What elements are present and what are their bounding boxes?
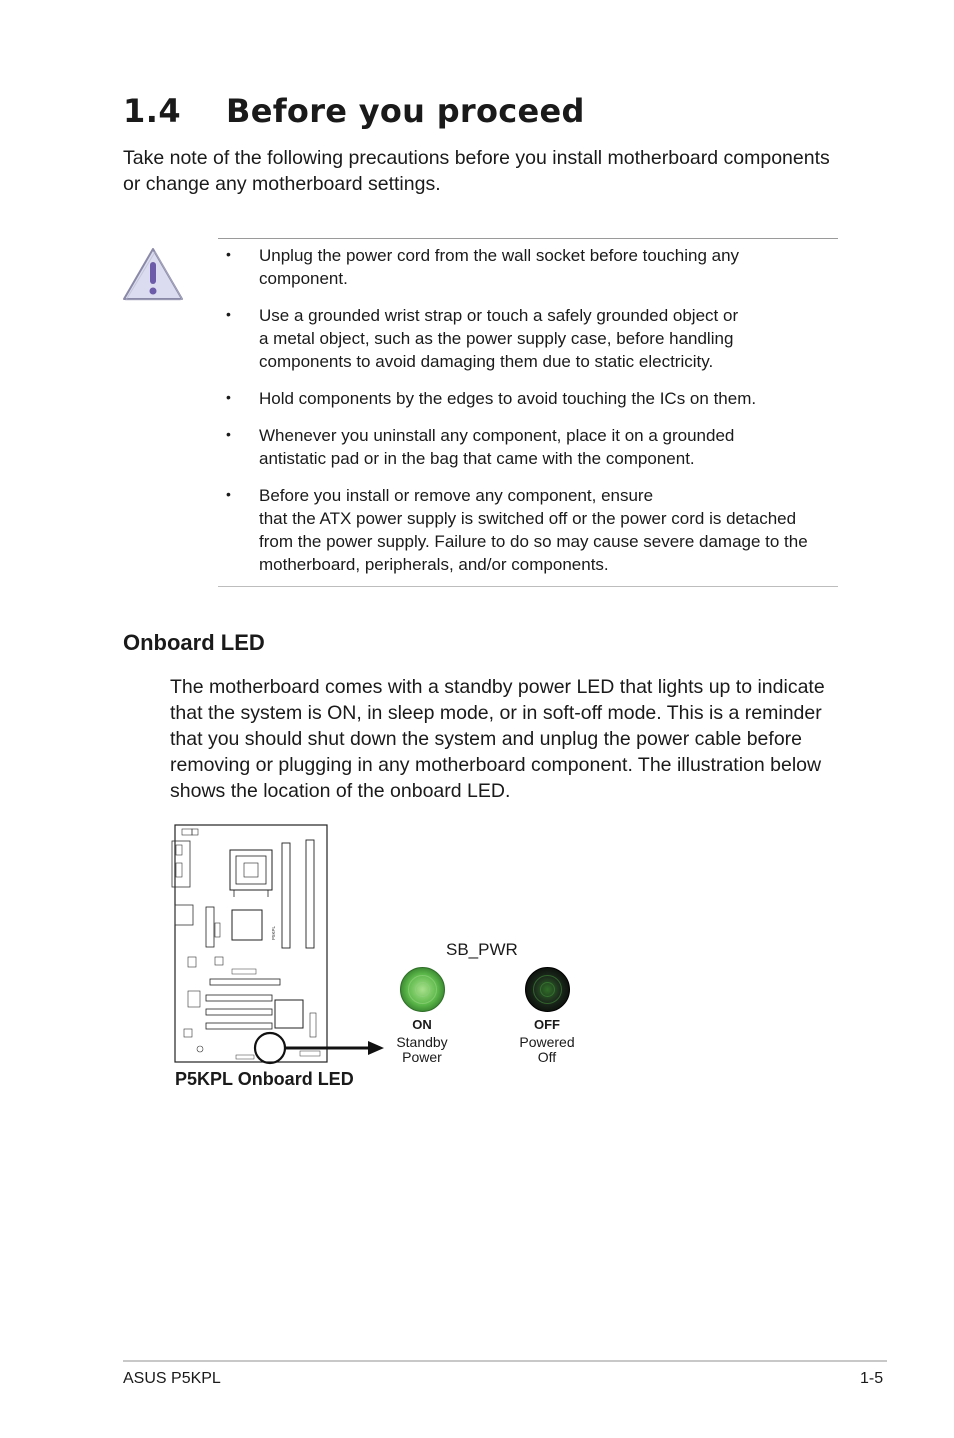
caution-triangle-icon xyxy=(122,246,184,302)
caution-item-line: Hold components by the edges to avoid touching the ICs on them. xyxy=(259,389,757,408)
caution-item-line: Unplug the power cord from the wall socket before touching any xyxy=(259,246,740,265)
led-name-label: SB_PWR xyxy=(446,940,518,959)
footer-page-number: 1-5 xyxy=(860,1370,884,1387)
led-off-desc-line1: Powered xyxy=(519,1034,575,1050)
bullet-marker: • xyxy=(226,426,231,442)
figure-caption: P5KPL Onboard LED xyxy=(175,1069,354,1089)
led-on-desc-line2: Power xyxy=(402,1049,442,1065)
section-title: Before you proceed xyxy=(226,92,585,130)
intro-paragraph: Take note of the following precautions before you install motherboard components or change any motherboard settings. xyxy=(123,147,830,195)
board-model-text: P5KPL xyxy=(271,925,276,940)
led-on-icon xyxy=(399,966,446,1013)
caution-item-line: a metal object, such as the power supply case, before handling xyxy=(259,329,734,348)
led-off-desc-line2: Off xyxy=(537,1049,557,1065)
caution-item-line: antistatic pad or in the bag that came with the component. xyxy=(259,449,695,468)
led-off-description xyxy=(502,1035,592,1065)
led-off-icon xyxy=(524,966,571,1013)
motherboard-outline xyxy=(172,825,327,1062)
onboard-led-paragraph: The motherboard comes with a standby power LED that lights up to indicate that the system is ON, in sleep mode, or in soft-off mode. This is a reminder that you should shut down the system and unplug the power cable before removing or plugging in any motherboard component. The illustration below shows the location of the onboard LED. xyxy=(170,676,825,802)
bullet-marker: • xyxy=(226,306,231,322)
caution-item-line: Whenever you uninstall any component, place it on a grounded xyxy=(259,426,735,445)
led-on-description xyxy=(377,1035,467,1065)
caution-item-line: component. xyxy=(259,269,348,288)
caution-item-line: motherboard, peripherals, and/or components. xyxy=(259,555,609,574)
bullet-marker: • xyxy=(226,389,231,405)
caution-item-line: components to avoid damaging them due to static electricity. xyxy=(259,352,714,371)
subsection-heading: Onboard LED xyxy=(123,630,265,655)
bullet-marker: • xyxy=(226,486,231,502)
footer-product-name: ASUS P5KPL xyxy=(123,1370,221,1387)
caution-box-top-rule xyxy=(218,238,838,239)
caution-item-line: Use a grounded wrist strap or touch a safely grounded object or xyxy=(259,306,739,325)
caution-item-line: Before you install or remove any component, ensure xyxy=(259,486,654,505)
footer-rule xyxy=(123,1360,887,1362)
bullet-marker: • xyxy=(226,246,231,262)
caution-box-bottom-rule xyxy=(218,586,838,587)
caution-item-line: from the power supply. Failure to do so may cause severe damage to the xyxy=(259,532,808,551)
led-on-state: ON xyxy=(412,1017,432,1032)
section-number: 1.4 xyxy=(123,92,182,130)
led-on-desc-line1: Standby xyxy=(396,1034,448,1050)
led-off-state: OFF xyxy=(534,1017,560,1032)
caution-item-line: that the ATX power supply is switched off or the power cord is detached xyxy=(259,509,797,528)
